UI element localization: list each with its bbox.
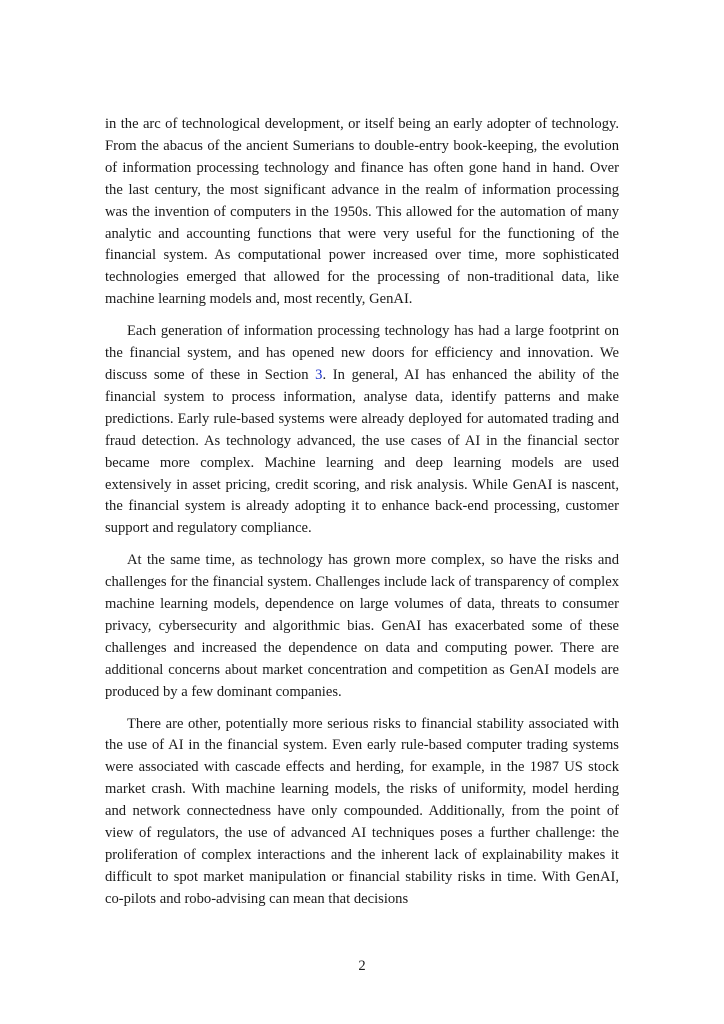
page-number: 2 xyxy=(358,958,366,974)
paragraph-2 xyxy=(105,321,619,540)
paragraph-1-continued: in the arc of technological development, or itself being an early adopter of technology. From the abacus of the ancient Sumerians to double-entry book-keeping, the evolution of information processing technology and finance has often gone hand in hand. Over the last century, the most significant advance in the realm of information processing was the invention of computers in the 1950s. This allowed for the automation of many analytic and accounting functions that were very useful for the functioning of the financial system. As computational power increased over time, more sophisticated technologies emerged that allowed for the processing of non-traditional data, like machine learning models and, most recently, GenAI. xyxy=(105,116,619,308)
paragraph-2-text-before: Each generation of information processing technology has had a large footprint on the financial system, and has opened new doors for efficiency and innovation. We discuss some of these in Section xyxy=(105,323,619,383)
paragraph-3: At the same time, as technology has grown more complex, so have the risks and challenges for the financial system. Challenges include lack of transparency of complex machine learning models, dependence on large volumes of data, threats to consumer privacy, cybersecurity and algorithmic bias. GenAI has exacerbated some of these challenges and increased the dependence on data and computing power. There are additional concerns about market concentration and competition as GenAI models are produced by a few dominant companies. xyxy=(105,552,619,700)
paragraph-4: There are other, potentially more serious risks to financial stability associated with the use of AI in the financial system. Even early rule-based computer trading systems were associated with cascade effects and herding, for example, in the 1987 US stock market crash. With machine learning models, the risks of uniformity, model herding and network connectedness have only compounded. Additionally, from the point of view of regulators, the use of advanced AI techniques poses a further challenge: the proliferation of complex interactions and the inherent lack of explainability makes it difficult to spot market manipulation or financial stability risks in time. With GenAI, co-pilots and robo-advising can mean that decisions xyxy=(105,715,619,907)
document-body xyxy=(105,114,619,911)
section-reference-link[interactable]: 3 xyxy=(315,366,323,383)
paragraph-2-text-after: . In general, AI has enhanced the ability of the financial system to process information, analyse data, identify patterns and make predictions. Early rule-based systems were already deployed for automated trading and fraud detection. As technology advanced, the use cases of AI in the financial sector became more complex. Machine learning and deep learning models are used extensively in asset pricing, credit scoring, and risk analysis. While GenAI is nascent, the financial system is already adopting it to enhance back-end processing, customer support and regulatory compliance. xyxy=(105,366,619,537)
